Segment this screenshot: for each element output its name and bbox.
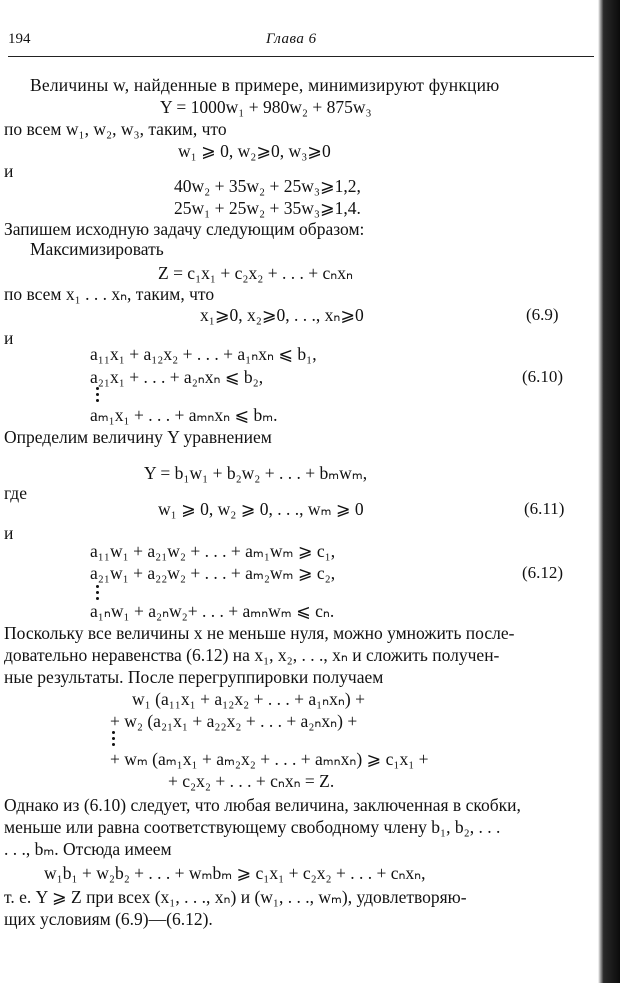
formula-line: a₂₁w₁ + a₂₂w₂ + . . . + aₘ₂wₘ ⩾ c₂,: [90, 563, 336, 583]
running-title: Глава 6: [266, 31, 317, 47]
formula-line: a₁₁x₁ + a₁₂x₂ + . . . + a₁ₙxₙ ⩽ b₁,: [90, 344, 317, 364]
equation-number: (6.10): [522, 367, 564, 386]
formula-line: + c₂x₂ + . . . + cₙxₙ = Z.: [168, 771, 335, 791]
text-line: Однако из (6.10) следует, что любая величина, заключенная в скобки,: [4, 795, 521, 815]
equation-number: (6.11): [524, 499, 565, 518]
text-line: и: [4, 328, 14, 348]
formula-line: + wₘ (aₘ₁x₁ + aₘ₂x₂ + . . . + aₘₙxₙ) ⩾ c₁x₁ +: [110, 749, 429, 769]
formula-line: a₁₁w₁ + a₂₁w₂ + . . . + aₘ₁wₘ ⩾ c₁,: [90, 541, 336, 561]
text-line: довательно неравенства (6.12) на x₁, x₂, . . ., xₙ и сложить получен-: [4, 645, 500, 665]
text-line: т. е. Y ⩾ Z при всех (x₁, . . ., xₙ) и (w₁, . . ., wₘ), удовлетворяю-: [4, 887, 467, 907]
text-line: меньше или равна соответствующему свободному члену b₁, b₂, . . .: [4, 817, 501, 837]
formula-line: x₁⩾0, x₂⩾0, . . ., xₙ⩾0: [200, 305, 364, 325]
formula-line: 25w₁ + 25w₂ + 35w₃⩾1,4.: [174, 198, 361, 218]
text-line: и: [4, 161, 14, 181]
formula-line: Y = 1000w₁ + 980w₂ + 875w₃: [160, 97, 372, 117]
text-line: где: [4, 483, 27, 503]
text-line: и: [4, 523, 14, 543]
text-line: Максимизировать: [30, 239, 164, 259]
text-line: щих условиям (6.9)—(6.12).: [4, 909, 213, 929]
vertical-ellipsis: [112, 731, 116, 749]
formula-line: w₁ ⩾ 0, w₂ ⩾ 0, . . ., wₘ ⩾ 0: [158, 499, 364, 519]
text-line: Поскольку все величины x не меньше нуля, можно умножить после-: [4, 623, 515, 643]
equation-number: (6.9): [526, 305, 559, 324]
text-line: по всем w₁, w₂, w₃, таким, что: [4, 119, 227, 139]
page-header: [8, 31, 592, 53]
formula-line: aₘ₁x₁ + . . . + aₘₙxₙ ⩽ bₘ.: [90, 405, 278, 425]
text-line: Запишем исходную задачу следующим образом:: [4, 219, 365, 239]
text-line: . . ., bₘ. Отсюда имеем: [4, 839, 172, 859]
formula-line: w₁b₁ + w₂b₂ + . . . + wₘbₘ ⩾ c₁x₁ + c₂x₂ + . . . + cₙxₙ,: [44, 863, 426, 883]
header-rule: [8, 56, 594, 57]
text-line: ные результаты. После перегруппировки получаем: [4, 667, 384, 687]
formula-line: 40w₂ + 35w₂ + 25w₃⩾1,2,: [174, 176, 361, 196]
formula-line: a₂₁x₁ + . . . + a₂ₙxₙ ⩽ b₂,: [90, 367, 264, 387]
formula-line: Y = b₁w₁ + b₂w₂ + . . . + bₘwₘ,: [144, 463, 368, 483]
text-line: Определим величину Y уравнением: [4, 427, 272, 447]
formula-line: + w₂ (a₂₁x₁ + a₂₂x₂ + . . . + a₂ₙxₙ) +: [110, 711, 358, 731]
formula-line: Z = c₁x₁ + c₂x₂ + . . . + cₙxₙ: [158, 263, 353, 283]
vertical-ellipsis: [96, 387, 100, 405]
formula-line: a₁ₙw₁ + a₂ₙw₂+ . . . + aₘₙwₘ ⩽ cₙ.: [90, 601, 335, 621]
formula-line: w₁ (a₁₁x₁ + a₁₂x₂ + . . . + a₁ₙxₙ) +: [132, 689, 365, 709]
text-line: по всем x₁ . . . xₙ, таким, что: [4, 284, 215, 304]
page-number: 194: [8, 31, 31, 47]
page-edge-shadow: [598, 0, 620, 983]
equation-number: (6.12): [522, 563, 564, 582]
formula-line: w₁ ⩾ 0, w₂⩾0, w₃⩾0: [178, 141, 331, 161]
text-line: Величины w, найденные в примере, минимизируют функцию: [30, 75, 500, 95]
